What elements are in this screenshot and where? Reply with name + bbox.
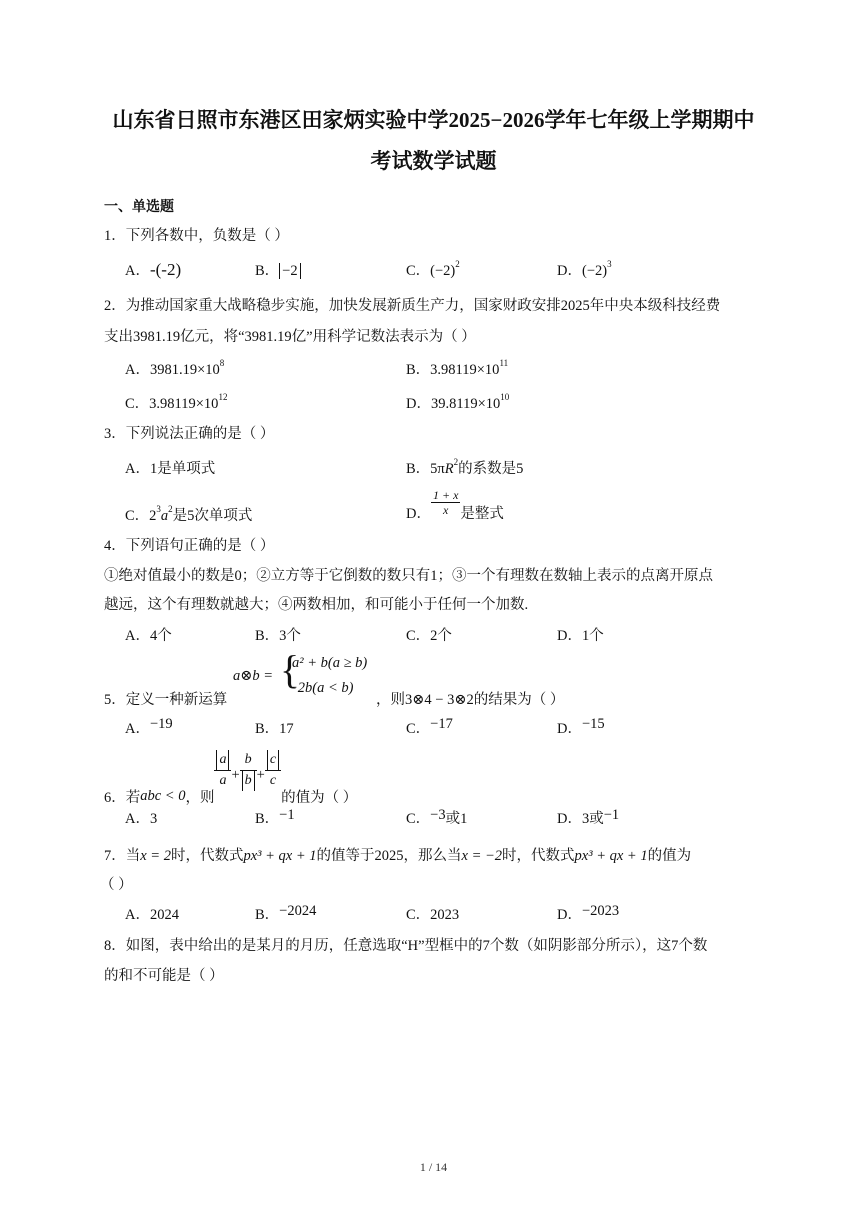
q6-stem: 6．若abc < 0，则 $\frac{a}{a}$ + $\frac{b}{b}$ + $\frac{c}{c}$ 的值为（ ） <box>104 752 358 806</box>
q2-option-c: C．$3.98119\times 10^{12}$ <box>125 392 228 412</box>
q2-option-b: B．$3.98119\times 10^{11}$ <box>406 358 509 378</box>
q5-case2: −2b(a < b) <box>288 680 354 696</box>
q6-option-d: D．3或−1 <box>557 807 620 827</box>
q1-stem: 1．下列各数中，负数是（ ） <box>104 228 289 244</box>
q4-statement-line1: ①绝对值最小的数是0；②立方等于它倒数的数只有1；③一个有理数在数轴上表示的点离开原点 <box>104 568 713 584</box>
q1-option-c: C．$(-2)^2$ <box>406 259 460 279</box>
q8-stem-line2: 的和不可能是（ ） <box>104 968 224 984</box>
document-title-line2: 考试数学试题 <box>370 149 497 173</box>
q2-option-a: A．$3981.19\times 10^8$ <box>125 358 225 378</box>
q1-option-b: B． −2 <box>255 259 301 280</box>
q3-stem: 3．下列说法正确的是（ ） <box>104 426 275 442</box>
page-number: 1 / 14 <box>419 1160 448 1174</box>
q1-option-a: A．-(-2) <box>125 260 182 279</box>
q7-option-a: A．2024 <box>125 907 179 923</box>
q7-stem: 7．当x = 2时，代数式px³ + qx + 1的值等于2025，那么当x = −2时，代数式px³ + qx + 1的值为 <box>104 848 692 864</box>
q4-option-a: A．4个 <box>125 628 172 644</box>
q7-option-d: D．−2023 <box>557 903 620 923</box>
q2-option-d: D．$39.8119\times 10^{10}$ <box>406 392 510 412</box>
q5-option-a: A．−19 <box>125 716 173 737</box>
q5-option-c: C．−17 <box>406 716 453 737</box>
q5-case1: a² + b(a ≥ b) <box>292 655 368 671</box>
q3-option-a: A．1是单项式 <box>125 461 216 477</box>
q5-definition-lhs: a⊗b = <box>233 668 274 684</box>
q3-option-d: D． $\frac{1 + x}{x}$ 是整式 <box>406 488 504 522</box>
q7-option-c: C．2023 <box>406 907 460 923</box>
q8-stem-line1: 8．如图，表中给出的是某月的月历，任意选取“H”型框中的7个数（如阴影部分所示），这7个数 <box>104 938 708 954</box>
q5-stem-prefix: 5．定义一种新运算 <box>104 692 228 708</box>
q7-option-b: B．−2024 <box>255 903 317 923</box>
q3-option-b: B．$5\pi R^2$的系数是5 <box>406 457 524 477</box>
q4-option-b: B．3个 <box>255 628 301 644</box>
q5-brace: { <box>280 647 300 692</box>
q5-option-b: B．17 <box>255 721 294 737</box>
q7-answer-paren: （ ） <box>100 877 133 893</box>
section-heading: 一、单选题 <box>104 200 174 215</box>
q6-option-b: B．−1 <box>255 807 295 827</box>
q4-stem: 4．下列语句正确的是（ ） <box>104 538 275 554</box>
q4-option-c: C．2个 <box>406 628 452 644</box>
q4-statement-line2: 越远，这个有理数就越大；④两数相加，和可能小于任何一个加数. <box>104 597 529 613</box>
q5-stem-rest: ，则3⊗4 − 3⊗2的结果为（ ） <box>376 692 565 708</box>
q6-option-c: C．−3或1 <box>406 807 468 827</box>
q4-option-d: D．1个 <box>557 628 604 644</box>
document-title-line1: 山东省日照市东港区田家炳实验中学2025−2026学年七年级上学期期中 <box>112 108 755 132</box>
q2-stem-line2: 支出3981.19亿元，将“3981.19亿”用科学记数法表示为（ ） <box>104 329 476 345</box>
q2-stem-line1: 2．为推动国家重大战略稳步实施，加快发展新质生产力，国家财政安排2025年中央本级科技经费 <box>104 298 721 314</box>
q3-option-c: C．$2^3a^2$是5次单项式 <box>125 504 253 524</box>
q1-option-d: D．$(-2)^3$ <box>557 259 612 279</box>
q5-option-d: D．−15 <box>557 716 605 737</box>
q6-option-a: A．3 <box>125 811 158 827</box>
